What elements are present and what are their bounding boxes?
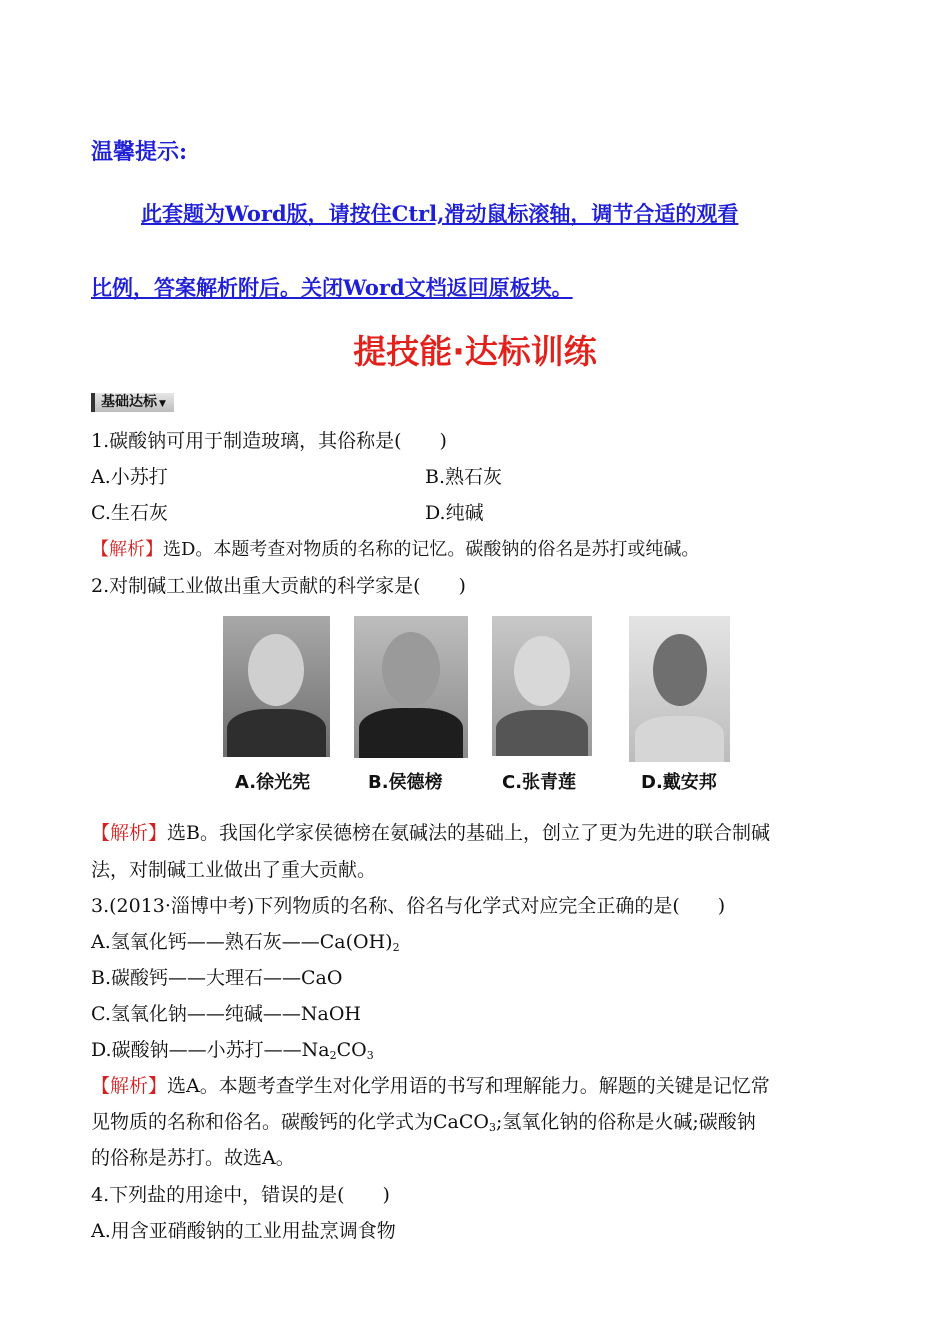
page-title: 提技能·达标训练: [353, 332, 597, 371]
q3-option-a-text: A.氢氧化钙——熟石灰——Ca(OH): [91, 931, 393, 953]
analysis-text: 选A。本题考查学生对化学用语的书写和理解能力。解题的关键是记忆常: [167, 1075, 770, 1097]
q1-option-b: B.熟石灰: [425, 466, 503, 488]
photo-caption-a: A.徐光宪: [235, 772, 311, 793]
portrait-photo-a: [223, 616, 330, 757]
q3-option-a-sub: 2: [392, 941, 400, 954]
q3-analysis-line-1: [91, 1071, 770, 1098]
photo-caption-c: C.张青莲: [502, 772, 577, 793]
q1-stem: 1.碳酸钠可用于制造玻璃，其俗称是( ): [91, 430, 447, 452]
analysis-text-post: ;氢氧化钠的俗称是火碱;碳酸钠: [495, 1111, 756, 1133]
q3-option-a: [91, 927, 400, 954]
q1-option-a: A.小苏打: [91, 466, 168, 488]
q1-analysis: [91, 535, 699, 561]
q3-analysis-line-3: 的俗称是苏打。故选A。: [91, 1147, 295, 1169]
q4-option-a: A.用含亚硝酸钠的工业用盐烹调食物: [91, 1220, 396, 1242]
q3-stem: 3.(2013·淄博中考)下列物质的名称、俗名与化学式对应完全正确的是( ): [91, 895, 726, 917]
analysis-text-pre: 见物质的名称和俗名。碳酸钙的化学式为CaCO: [91, 1111, 489, 1133]
photo-caption-b: B.侯德榜: [368, 772, 443, 793]
q3-option-c: C.氢氧化钠——纯碱——NaOH: [91, 1003, 361, 1025]
analysis-text: 选D。本题考查对物质的名称的记忆。碳酸钠的俗名是苏打或纯碱。: [163, 539, 700, 560]
q3-option-d-sub1: 2: [329, 1049, 337, 1062]
q3-option-d: [91, 1035, 374, 1062]
analysis-text: 选B。我国化学家侯德榜在氨碱法的基础上，创立了更为先进的联合制碱: [167, 822, 770, 844]
tip-title: 温馨提示:: [91, 139, 188, 165]
section-tag-label: 基础达标: [101, 394, 157, 410]
down-arrow-icon: ▼: [159, 399, 166, 409]
analysis-label: 【解析】: [91, 1075, 168, 1097]
photo-caption-d: D.戴安邦: [641, 772, 717, 793]
portrait-photo-b: [354, 616, 468, 758]
q1-option-c: C.生石灰: [91, 502, 168, 524]
q4-stem: 4.下列盐的用途中，错误的是( ): [91, 1184, 390, 1206]
q3-option-d-mid: CO: [336, 1039, 367, 1061]
analysis-label: 【解析】: [91, 822, 168, 844]
tip-line-2: 比例，答案解析附后。关闭Word文档返回原板块。: [91, 275, 573, 300]
tip-line-1: 此套题为Word版，请按住Ctrl,滑动鼠标滚轴，调节合适的观看: [141, 201, 739, 226]
portrait-photo-d: [629, 616, 730, 762]
q2-analysis-line-2: 法，对制碱工业做出了重大贡献。: [91, 859, 377, 881]
portrait-photo-c: [492, 616, 592, 756]
q2-stem: 2.对制碱工业做出重大贡献的科学家是( ): [91, 575, 466, 597]
q1-option-d: D.纯碱: [425, 502, 484, 524]
analysis-label: 【解析】: [91, 539, 163, 560]
q3-option-b: B.碳酸钙——大理石——CaO: [91, 967, 343, 989]
q3-option-d-sub2: 3: [366, 1049, 374, 1062]
q3-option-d-pre: D.碳酸钠——小苏打——Na: [91, 1039, 330, 1061]
analysis-text-sub: 3: [488, 1121, 496, 1134]
q2-analysis-line-1: [91, 818, 770, 845]
section-tag: [91, 393, 174, 412]
q3-analysis-line-2: [91, 1107, 756, 1134]
